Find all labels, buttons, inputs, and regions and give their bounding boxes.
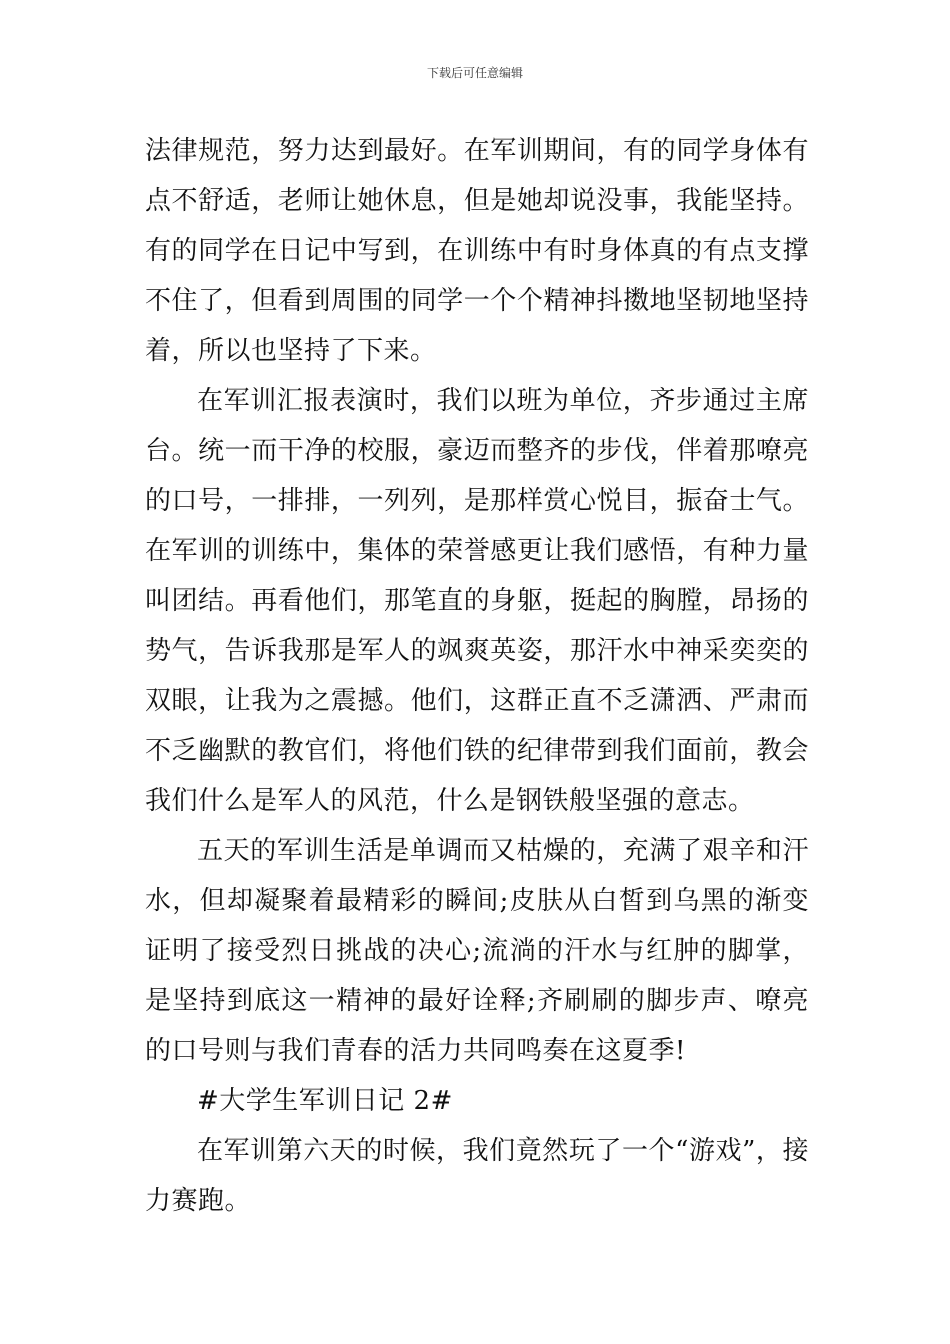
section-heading-diary-2: #大学生军训日记 2#	[197, 1086, 453, 1116]
paragraph-parade-performance: 在军训汇报表演时，我们以班为单位，齐步通过主席台。统一而干净的校服，豪迈而整齐的步伐，伴着那嘹亮的口号，一排排，一列列，是那样赏心悦目，振奋士气。在军训的训练中，集体的荣誉感更让我们感悟，有种力量叫团结。再看他们，那笔直的身躯，挺起的胸膛，昂扬的势气，告诉我那是军人的飒爽英姿，那汗水中神采奕奕的双眼，让我为之震撼。他们，这群正直不乏潇洒、严肃而不乏幽默的教官们，将他们铁的纪律带到我们面前，教会我们什么是军人的风范，什么是钢铁般坚强的意志。	[145, 386, 809, 816]
paragraph-day-six-game: 在军训第六天的时候，我们竟然玩了一个“游戏”，接力赛跑。	[145, 1136, 809, 1216]
paragraph-continuation: 法律规范，努力达到最好。在军训期间，有的同学身体有点不舒适，老师让她休息，但是她却说没事，我能坚持。有的同学在日记中写到，在训练中有时身体真的有点支撑不住了，但看到周围的同学一个个精神抖擞地坚韧地坚持着，所以也坚持了下来。	[145, 136, 809, 366]
document-body	[145, 126, 809, 1226]
paragraph-five-days-summary: 五天的军训生活是单调而又枯燥的，充满了艰辛和汗水，但却凝聚着最精彩的瞬间;皮肤从白皙到乌黑的渐变证明了接受烈日挑战的决心;流淌的汗水与红肿的脚掌，是坚持到底这一精神的最好诠释;齐刷刷的脚步声、嘹亮的口号则与我们青春的活力共同鸣奏在这夏季!	[145, 836, 809, 1066]
page-header: 下载后可任意编辑	[426, 66, 523, 80]
